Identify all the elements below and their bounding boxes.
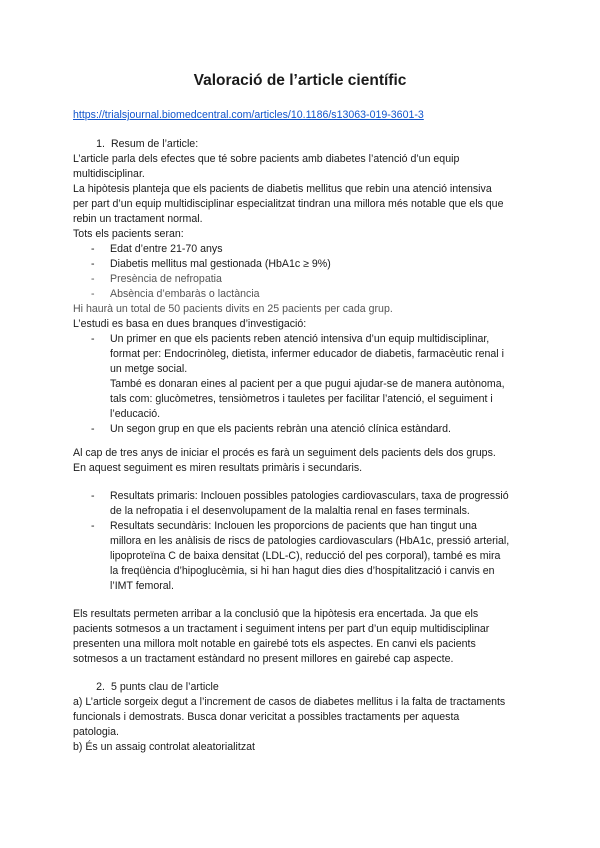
- followup-line: Al cap de tres anys de iniciar el procés es farà un seguiment dels pacients dels dos grups.: [73, 447, 496, 459]
- section-2-line: a) L’article sorgeix degut a l’increment de casos de diabetes mellitus i la falta de tractaments: [73, 696, 506, 708]
- total-line: Hi haurà un total de 50 pacients divits en 25 pacients per cada grup.: [73, 303, 393, 315]
- section-2-line: b) És un assaig controlat aleatorialitzat: [73, 741, 255, 753]
- intro-line: multidisciplinar.: [73, 168, 145, 180]
- section-2-heading: [73, 680, 533, 695]
- intro-line: per part d’un equip multidisciplinar especialitzat tindran una millora més notable que els que: [73, 198, 504, 210]
- branch-item-line: format per: Endocrinòleg, dietista, infermer educador de diabetis, farmacèutic renal i: [110, 348, 504, 360]
- results-list: [73, 489, 533, 594]
- branch-item-line: També es donaran eines al pacient per a que pugui ajudar-se de manera autònoma,: [110, 378, 505, 390]
- results-item: - Resultats secundàris: Inclouen les proporcions de pacients que han tingut una: [91, 520, 477, 532]
- section-1-heading-text: Resum de l’article:: [111, 138, 199, 150]
- page-title: Valoració de l’article científic: [193, 72, 407, 89]
- results-item: - Resultats primaris: Inclouen possibles patologies cardiovasculars, taxa de progressió: [91, 490, 509, 502]
- branch-item: - Un primer en que els pacients reben atenció intensiva d’un equip multidisciplinar,: [91, 333, 490, 345]
- criteria-item: - Presència de nefropatia: [91, 273, 222, 285]
- section-1-heading: [73, 137, 533, 152]
- intro-line: rebin un tractament normal.: [73, 213, 203, 225]
- branch-item-line: l’educació.: [110, 408, 161, 420]
- criteria-item: - Edat d’entre 21-70 anys: [91, 243, 223, 255]
- conclusion-line: pacients sotmesos a un tractament i seguiment intens per part d’un equip multidisciplinar: [73, 623, 490, 635]
- followup-paragraph: [73, 446, 533, 476]
- branch-item-line: un metge social.: [110, 363, 188, 375]
- conclusion-line: presenten una millora molt notable en gairebé tots els aspectes. En canvi els pacients: [73, 638, 476, 650]
- section-2-line: patologia.: [73, 726, 119, 738]
- criteria-item: - Absència d’embaràs o lactància: [91, 288, 260, 300]
- results-item-line: la freqüència d’hipoglucèmia, si hi han hagut dies dies d’hospitalització i canvis en: [110, 565, 495, 577]
- section-1: [73, 137, 533, 437]
- section-2: [73, 680, 533, 755]
- article-link[interactable]: https://trialsjournal.biomedcentral.com/articles/10.1186/s13063-019-3601-3: [73, 109, 424, 121]
- section-2-heading-text: 5 punts clau de l’article: [111, 681, 219, 693]
- intro-line: Tots els pacients seran:: [73, 228, 184, 240]
- results-item-line: lipoproteïna C de baixa densitat (LDL-C), reducció del pes corporal), també es mira: [110, 550, 501, 562]
- results-item-line: de la nefropatia i el desenvolupament de la malaltia renal en fases terminals.: [110, 505, 470, 517]
- conclusion-line: Els resultats permeten arribar a la conclusió que la hipòtesis era encertada. Ja que els: [73, 608, 479, 620]
- total-line: L’estudi es basa en dues branques d’investigació:: [73, 318, 307, 330]
- conclusion-paragraph: [73, 607, 533, 667]
- intro-line: L’article parla dels efectes que té sobre pacients amb diabetes l’atenció d’un equip: [73, 153, 460, 165]
- section-1-number: 1.: [96, 138, 105, 150]
- results-item-line: l’IMT femoral.: [110, 580, 174, 592]
- criteria-item: - Diabetis mellitus mal gestionada (HbA1c ≥ 9%): [91, 258, 331, 270]
- section-2-number: 2.: [96, 681, 105, 693]
- intro-line: La hipòtesis planteja que els pacients de diabetis mellitus que rebin una atenció intensiva: [73, 183, 492, 195]
- followup-line: En aquest seguiment es miren resultats primàris i secundaris.: [73, 462, 363, 474]
- section-2-line: funcionals i demostrats. Busca donar vericitat a possibles tractaments per aquesta: [73, 711, 460, 723]
- results-item-line: millora en les anàlisis de riscs de patologies cardiovasculars (HbA1c, pressió arterial,: [110, 535, 510, 547]
- branch-item-line: tals com: glucòmetres, tensiòmetros i tauletes per facilitar l’atenció, el seguiment i: [110, 393, 493, 405]
- branch-item: - Un segon grup en que els pacients rebràn una atenció clínica estàndard.: [91, 423, 451, 435]
- conclusion-line: sotmesos a un tractament estàndard no present millores en gairebé cap aspecte.: [73, 653, 454, 665]
